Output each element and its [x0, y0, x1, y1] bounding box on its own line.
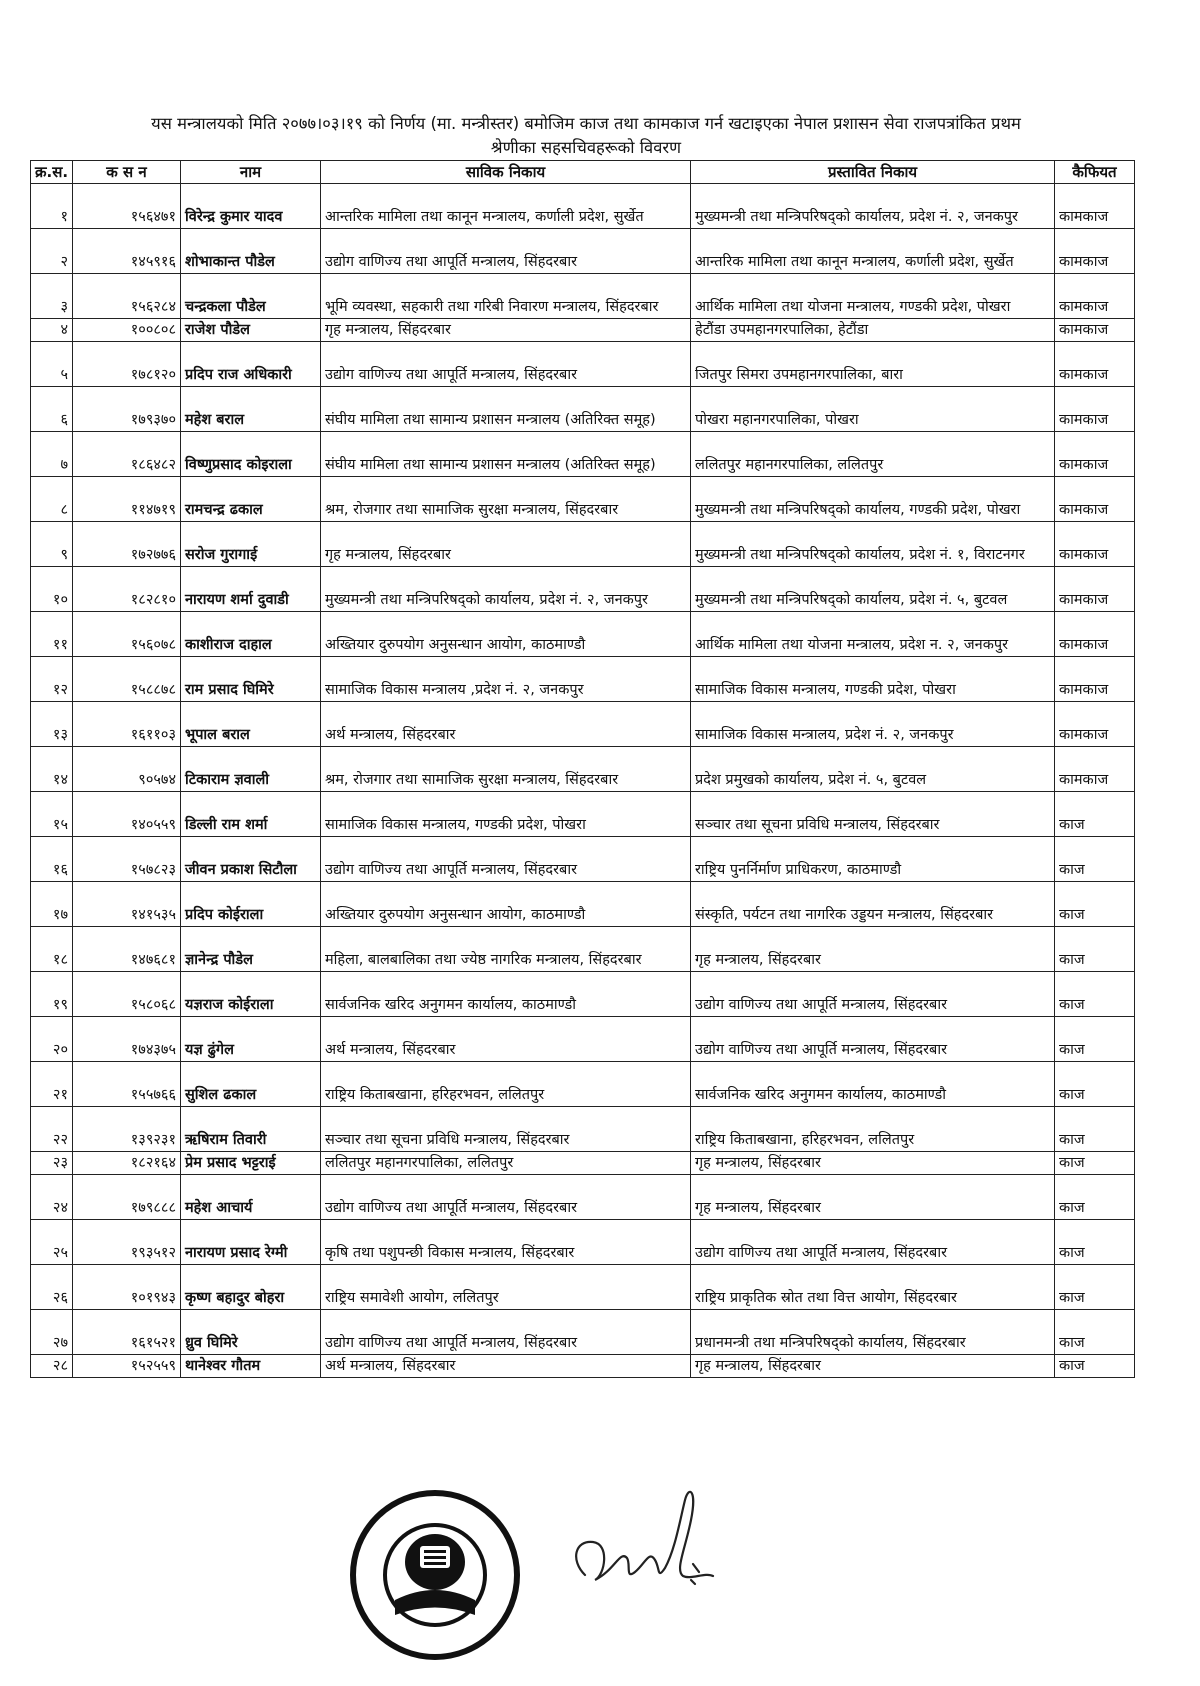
- cell-previous-office: गृह मन्त्रालय, सिंहदरबार: [321, 319, 691, 342]
- cell-kasan: १८२८१०: [73, 567, 181, 612]
- cell-serial-number: १: [31, 184, 73, 229]
- table-row: [31, 837, 1135, 882]
- table-row: [31, 1062, 1135, 1107]
- cell-proposed-office: उद्योग वाणिज्य तथा आपूर्ति मन्त्रालय, सिंहदरबार: [691, 1220, 1055, 1265]
- cell-kasan: १००८०८: [73, 319, 181, 342]
- cell-remarks: काज: [1055, 837, 1135, 882]
- cell-kasan: ११४७१९: [73, 477, 181, 522]
- table-row: [31, 1107, 1135, 1152]
- cell-previous-office: श्रम, रोजगार तथा सामाजिक सुरक्षा मन्त्रालय, सिंहदरबार: [321, 477, 691, 522]
- cell-previous-office: अर्थ मन्त्रालय, सिंहदरबार: [321, 702, 691, 747]
- cell-name: डिल्ली राम शर्मा: [181, 792, 321, 837]
- cell-previous-office: महिला, बालबालिका तथा ज्येष्ठ नागरिक मन्त्रालय, सिंहदरबार: [321, 927, 691, 972]
- cell-serial-number: ६: [31, 387, 73, 432]
- cell-proposed-office: मुख्यमन्त्री तथा मन्त्रिपरिषद्को कार्यालय, प्रदेश नं. ५, बुटवल: [691, 567, 1055, 612]
- cell-remarks: काज: [1055, 1062, 1135, 1107]
- cell-kasan: १४१५३५: [73, 882, 181, 927]
- cell-previous-office: श्रम, रोजगार तथा सामाजिक सुरक्षा मन्त्रालय, सिंहदरबार: [321, 747, 691, 792]
- cell-kasan: १४०५५९: [73, 792, 181, 837]
- cell-name: कृष्ण बहादुर बोहरा: [181, 1265, 321, 1310]
- cell-proposed-office: आर्थिक मामिला तथा योजना मन्त्रालय, प्रदेश न. २, जनकपुर: [691, 612, 1055, 657]
- table-row: [31, 1265, 1135, 1310]
- page-title: [30, 112, 1142, 160]
- cell-name: जीवन प्रकाश सिटौला: [181, 837, 321, 882]
- table-row: [31, 522, 1135, 567]
- cell-kasan: १५६०७८: [73, 612, 181, 657]
- cell-remarks: कामकाज: [1055, 342, 1135, 387]
- header-sn: क्र.स.: [31, 161, 73, 184]
- cell-remarks: कामकाज: [1055, 522, 1135, 567]
- table-row: [31, 612, 1135, 657]
- table-row: [31, 342, 1135, 387]
- table-row: [31, 387, 1135, 432]
- cell-name: ध्रुव घिमिरे: [181, 1310, 321, 1355]
- officer-table: [30, 160, 1135, 1378]
- cell-remarks: कामकाज: [1055, 274, 1135, 319]
- cell-previous-office: अख्तियार दुरुपयोग अनुसन्धान आयोग, काठमाण्डौ: [321, 882, 691, 927]
- table-row: [31, 1017, 1135, 1062]
- cell-kasan: १५७८२३: [73, 837, 181, 882]
- cell-serial-number: २२: [31, 1107, 73, 1152]
- cell-kasan: १६११०३: [73, 702, 181, 747]
- cell-remarks: काज: [1055, 1017, 1135, 1062]
- table-row: [31, 1220, 1135, 1265]
- cell-kasan: १३९२३१: [73, 1107, 181, 1152]
- cell-remarks: काज: [1055, 1310, 1135, 1355]
- table-row: [31, 274, 1135, 319]
- cell-previous-office: सञ्चार तथा सूचना प्रविधि मन्त्रालय, सिंहदरबार: [321, 1107, 691, 1152]
- cell-proposed-office: गृह मन्त्रालय, सिंहदरबार: [691, 1152, 1055, 1175]
- cell-name: राम प्रसाद घिमिरे: [181, 657, 321, 702]
- cell-remarks: कामकाज: [1055, 612, 1135, 657]
- table-row: [31, 1310, 1135, 1355]
- cell-previous-office: गृह मन्त्रालय, सिंहदरबार: [321, 522, 691, 567]
- cell-remarks: कामकाज: [1055, 184, 1135, 229]
- cell-kasan: १७९८८८: [73, 1175, 181, 1220]
- cell-remarks: काज: [1055, 927, 1135, 972]
- cell-remarks: काज: [1055, 1175, 1135, 1220]
- cell-previous-office: उद्योग वाणिज्य तथा आपूर्ति मन्त्रालय, सिंहदरबार: [321, 837, 691, 882]
- cell-proposed-office: पोखरा महानगरपालिका, पोखरा: [691, 387, 1055, 432]
- cell-serial-number: ८: [31, 477, 73, 522]
- cell-remarks: कामकाज: [1055, 387, 1135, 432]
- cell-kasan: १७४३७५: [73, 1017, 181, 1062]
- cell-serial-number: १५: [31, 792, 73, 837]
- cell-name: ऋषिराम तिवारी: [181, 1107, 321, 1152]
- cell-name: महेश आचार्य: [181, 1175, 321, 1220]
- cell-previous-office: उद्योग वाणिज्य तथा आपूर्ति मन्त्रालय, सिंहदरबार: [321, 1310, 691, 1355]
- cell-remarks: काज: [1055, 1152, 1135, 1175]
- cell-name: विरेन्द्र कुमार यादव: [181, 184, 321, 229]
- cell-proposed-office: प्रदेश प्रमुखको कार्यालय, प्रदेश नं. ५, बुटवल: [691, 747, 1055, 792]
- cell-serial-number: १८: [31, 927, 73, 972]
- cell-serial-number: २४: [31, 1175, 73, 1220]
- cell-proposed-office: राष्ट्रिय पुनर्निर्माण प्राधिकरण, काठमाण्डौ: [691, 837, 1055, 882]
- cell-kasan: १७९३७०: [73, 387, 181, 432]
- title-line-2: श्रेणीका सहसचिवहरूको विवरण: [490, 138, 682, 157]
- table-row: [31, 567, 1135, 612]
- cell-serial-number: २१: [31, 1062, 73, 1107]
- cell-name: भूपाल बराल: [181, 702, 321, 747]
- cell-serial-number: ९: [31, 522, 73, 567]
- cell-proposed-office: संस्कृति, पर्यटन तथा नागरिक उड्डयन मन्त्रालय, सिंहदरबार: [691, 882, 1055, 927]
- cell-serial-number: १४: [31, 747, 73, 792]
- cell-remarks: काज: [1055, 1220, 1135, 1265]
- table-row: [31, 1152, 1135, 1175]
- cell-name: प्रेम प्रसाद भट्टराई: [181, 1152, 321, 1175]
- cell-previous-office: राष्ट्रिय किताबखाना, हरिहरभवन, ललितपुर: [321, 1062, 691, 1107]
- signature: [565, 1480, 725, 1610]
- table-row: [31, 1355, 1135, 1378]
- cell-name: राजेश पौडेल: [181, 319, 321, 342]
- cell-name: प्रदिप राज अधिकारी: [181, 342, 321, 387]
- cell-proposed-office: गृह मन्त्रालय, सिंहदरबार: [691, 1175, 1055, 1220]
- cell-name: शोभाकान्त पौडेल: [181, 229, 321, 274]
- cell-serial-number: १९: [31, 972, 73, 1017]
- cell-remarks: काज: [1055, 1355, 1135, 1378]
- cell-remarks: कामकाज: [1055, 747, 1135, 792]
- cell-proposed-office: मुख्यमन्त्री तथा मन्त्रिपरिषद्को कार्यालय, प्रदेश नं. १, विराटनगर: [691, 522, 1055, 567]
- cell-kasan: १५६२८४: [73, 274, 181, 319]
- cell-serial-number: २८: [31, 1355, 73, 1378]
- cell-remarks: कामकाज: [1055, 702, 1135, 747]
- cell-previous-office: राष्ट्रिय समावेशी आयोग, ललितपुर: [321, 1265, 691, 1310]
- cell-previous-office: आन्तरिक मामिला तथा कानून मन्त्रालय, कर्णाली प्रदेश, सुर्खेत: [321, 184, 691, 229]
- cell-kasan: १०१९४३: [73, 1265, 181, 1310]
- header-proposed-office: प्रस्तावित निकाय: [691, 161, 1055, 184]
- cell-serial-number: ५: [31, 342, 73, 387]
- cell-name: नारायण प्रसाद रेग्मी: [181, 1220, 321, 1265]
- table-row: [31, 747, 1135, 792]
- table-header-row: [31, 161, 1135, 184]
- cell-previous-office: संघीय मामिला तथा सामान्य प्रशासन मन्त्रालय (अतिरिक्त समूह): [321, 387, 691, 432]
- cell-name: टिकाराम ज्ञवाली: [181, 747, 321, 792]
- cell-remarks: काज: [1055, 882, 1135, 927]
- cell-remarks: काज: [1055, 972, 1135, 1017]
- cell-name: यज्ञराज कोईराला: [181, 972, 321, 1017]
- cell-kasan: १८२१६४: [73, 1152, 181, 1175]
- cell-serial-number: २६: [31, 1265, 73, 1310]
- cell-previous-office: ललितपुर महानगरपालिका, ललितपुर: [321, 1152, 691, 1175]
- cell-proposed-office: सार्वजनिक खरिद अनुगमन कार्यालय, काठमाण्डौ: [691, 1062, 1055, 1107]
- cell-proposed-office: मुख्यमन्त्री तथा मन्त्रिपरिषद्को कार्यालय, प्रदेश नं. २, जनकपुर: [691, 184, 1055, 229]
- cell-remarks: काज: [1055, 1265, 1135, 1310]
- cell-serial-number: ४: [31, 319, 73, 342]
- cell-previous-office: सामाजिक विकास मन्त्रालय ,प्रदेश नं. २, जनकपुर: [321, 657, 691, 702]
- table-row: [31, 184, 1135, 229]
- cell-kasan: १५८८७८: [73, 657, 181, 702]
- cell-previous-office: उद्योग वाणिज्य तथा आपूर्ति मन्त्रालय, सिंहदरबार: [321, 229, 691, 274]
- cell-name: काशीराज दाहाल: [181, 612, 321, 657]
- cell-remarks: कामकाज: [1055, 319, 1135, 342]
- cell-kasan: १७२७७६: [73, 522, 181, 567]
- cell-name: नारायण शर्मा दुवाडी: [181, 567, 321, 612]
- cell-name: चन्द्रकला पौडेल: [181, 274, 321, 319]
- cell-proposed-office: गृह मन्त्रालय, सिंहदरबार: [691, 927, 1055, 972]
- cell-kasan: १९३५१२: [73, 1220, 181, 1265]
- table-row: [31, 792, 1135, 837]
- cell-proposed-office: सामाजिक विकास मन्त्रालय, प्रदेश नं. २, जनकपुर: [691, 702, 1055, 747]
- cell-kasan: १८६४८२: [73, 432, 181, 477]
- cell-remarks: कामकाज: [1055, 657, 1135, 702]
- cell-name: ज्ञानेन्द्र पौडेल: [181, 927, 321, 972]
- cell-proposed-office: जितपुर सिमरा उपमहानगरपालिका, बारा: [691, 342, 1055, 387]
- header-kasan: क स न: [73, 161, 181, 184]
- cell-proposed-office: मुख्यमन्त्री तथा मन्त्रिपरिषद्को कार्यालय, गण्डकी प्रदेश, पोखरा: [691, 477, 1055, 522]
- cell-kasan: १७८१२०: [73, 342, 181, 387]
- cell-previous-office: मुख्यमन्त्री तथा मन्त्रिपरिषद्को कार्यालय, प्रदेश नं. २, जनकपुर: [321, 567, 691, 612]
- table-row: [31, 319, 1135, 342]
- cell-proposed-office: ललितपुर महानगरपालिका, ललितपुर: [691, 432, 1055, 477]
- cell-name: विष्णुप्रसाद कोइराला: [181, 432, 321, 477]
- cell-name: यज्ञ ढुंगेल: [181, 1017, 321, 1062]
- cell-previous-office: अर्थ मन्त्रालय, सिंहदरबार: [321, 1355, 691, 1378]
- ministry-seal: [340, 1480, 530, 1670]
- cell-kasan: १६१५२१: [73, 1310, 181, 1355]
- cell-remarks: कामकाज: [1055, 229, 1135, 274]
- header-remarks: कैफियत: [1055, 161, 1135, 184]
- cell-proposed-office: आर्थिक मामिला तथा योजना मन्त्रालय, गण्डकी प्रदेश, पोखरा: [691, 274, 1055, 319]
- cell-serial-number: २: [31, 229, 73, 274]
- cell-previous-office: अख्तियार दुरुपयोग अनुसन्धान आयोग, काठमाण्डौ: [321, 612, 691, 657]
- table-row: [31, 702, 1135, 747]
- cell-proposed-office: आन्तरिक मामिला तथा कानून मन्त्रालय, कर्णाली प्रदेश, सुर्खेत: [691, 229, 1055, 274]
- cell-kasan: १४५९१६: [73, 229, 181, 274]
- cell-serial-number: १६: [31, 837, 73, 882]
- cell-previous-office: संघीय मामिला तथा सामान्य प्रशासन मन्त्रालय (अतिरिक्त समूह): [321, 432, 691, 477]
- cell-proposed-office: राष्ट्रिय प्राकृतिक स्रोत तथा वित्त आयोग, सिंहदरबार: [691, 1265, 1055, 1310]
- cell-remarks: कामकाज: [1055, 567, 1135, 612]
- cell-serial-number: १७: [31, 882, 73, 927]
- cell-previous-office: उद्योग वाणिज्य तथा आपूर्ति मन्त्रालय, सिंहदरबार: [321, 342, 691, 387]
- cell-kasan: १५८०६८: [73, 972, 181, 1017]
- cell-serial-number: १३: [31, 702, 73, 747]
- cell-name: थानेश्वर गौतम: [181, 1355, 321, 1378]
- cell-kasan: १४७६८१: [73, 927, 181, 972]
- table-row: [31, 1175, 1135, 1220]
- cell-previous-office: कृषि तथा पशुपन्छी विकास मन्त्रालय, सिंहदरबार: [321, 1220, 691, 1265]
- cell-remarks: कामकाज: [1055, 432, 1135, 477]
- table-row: [31, 229, 1135, 274]
- table-row: [31, 657, 1135, 702]
- cell-serial-number: २३: [31, 1152, 73, 1175]
- cell-previous-office: भूमि व्यवस्था, सहकारी तथा गरिबी निवारण मन्त्रालय, सिंहदरबार: [321, 274, 691, 319]
- cell-serial-number: ७: [31, 432, 73, 477]
- table-row: [31, 927, 1135, 972]
- cell-proposed-office: सामाजिक विकास मन्त्रालय, गण्डकी प्रदेश, पोखरा: [691, 657, 1055, 702]
- cell-kasan: ९०५७४: [73, 747, 181, 792]
- cell-proposed-office: राष्ट्रिय किताबखाना, हरिहरभवन, ललितपुर: [691, 1107, 1055, 1152]
- cell-remarks: काज: [1055, 1107, 1135, 1152]
- cell-remarks: काज: [1055, 792, 1135, 837]
- cell-kasan: १५५७६६: [73, 1062, 181, 1107]
- cell-kasan: १५६४७१: [73, 184, 181, 229]
- cell-serial-number: ११: [31, 612, 73, 657]
- cell-serial-number: ३: [31, 274, 73, 319]
- header-previous-office: साविक निकाय: [321, 161, 691, 184]
- table-row: [31, 882, 1135, 927]
- cell-proposed-office: गृह मन्त्रालय, सिंहदरबार: [691, 1355, 1055, 1378]
- title-line-1: यस मन्त्रालयको मिति २०७७।०३।१९ को निर्णय (मा. मन्त्रीस्तर) बमोजिम काज तथा कामकाज गर्न खटाइएका नेपाल प्रशासन सेवा राजपत्रांकित प्रथम: [151, 114, 1021, 133]
- cell-name: सरोज गुरागाई: [181, 522, 321, 567]
- cell-proposed-office: सञ्चार तथा सूचना प्रविधि मन्त्रालय, सिंहदरबार: [691, 792, 1055, 837]
- cell-previous-office: उद्योग वाणिज्य तथा आपूर्ति मन्त्रालय, सिंहदरबार: [321, 1175, 691, 1220]
- header-name: नाम: [181, 161, 321, 184]
- cell-serial-number: १०: [31, 567, 73, 612]
- cell-kasan: १५२५५९: [73, 1355, 181, 1378]
- cell-name: प्रदिप कोईराला: [181, 882, 321, 927]
- cell-name: सुशिल ढकाल: [181, 1062, 321, 1107]
- cell-serial-number: १२: [31, 657, 73, 702]
- cell-proposed-office: उद्योग वाणिज्य तथा आपूर्ति मन्त्रालय, सिंहदरबार: [691, 1017, 1055, 1062]
- cell-previous-office: सामाजिक विकास मन्त्रालय, गण्डकी प्रदेश, पोखरा: [321, 792, 691, 837]
- cell-serial-number: २७: [31, 1310, 73, 1355]
- cell-proposed-office: उद्योग वाणिज्य तथा आपूर्ति मन्त्रालय, सिंहदरबार: [691, 972, 1055, 1017]
- table-row: [31, 972, 1135, 1017]
- cell-proposed-office: हेटौंडा उपमहानगरपालिका, हेटौंडा: [691, 319, 1055, 342]
- cell-remarks: कामकाज: [1055, 477, 1135, 522]
- table-row: [31, 432, 1135, 477]
- cell-proposed-office: प्रधानमन्त्री तथा मन्त्रिपरिषद्को कार्यालय, सिंहदरबार: [691, 1310, 1055, 1355]
- cell-serial-number: २५: [31, 1220, 73, 1265]
- cell-name: महेश बराल: [181, 387, 321, 432]
- cell-serial-number: २०: [31, 1017, 73, 1062]
- cell-name: रामचन्द्र ढकाल: [181, 477, 321, 522]
- table-row: [31, 477, 1135, 522]
- cell-previous-office: अर्थ मन्त्रालय, सिंहदरबार: [321, 1017, 691, 1062]
- cell-previous-office: सार्वजनिक खरिद अनुगमन कार्यालय, काठमाण्डौ: [321, 972, 691, 1017]
